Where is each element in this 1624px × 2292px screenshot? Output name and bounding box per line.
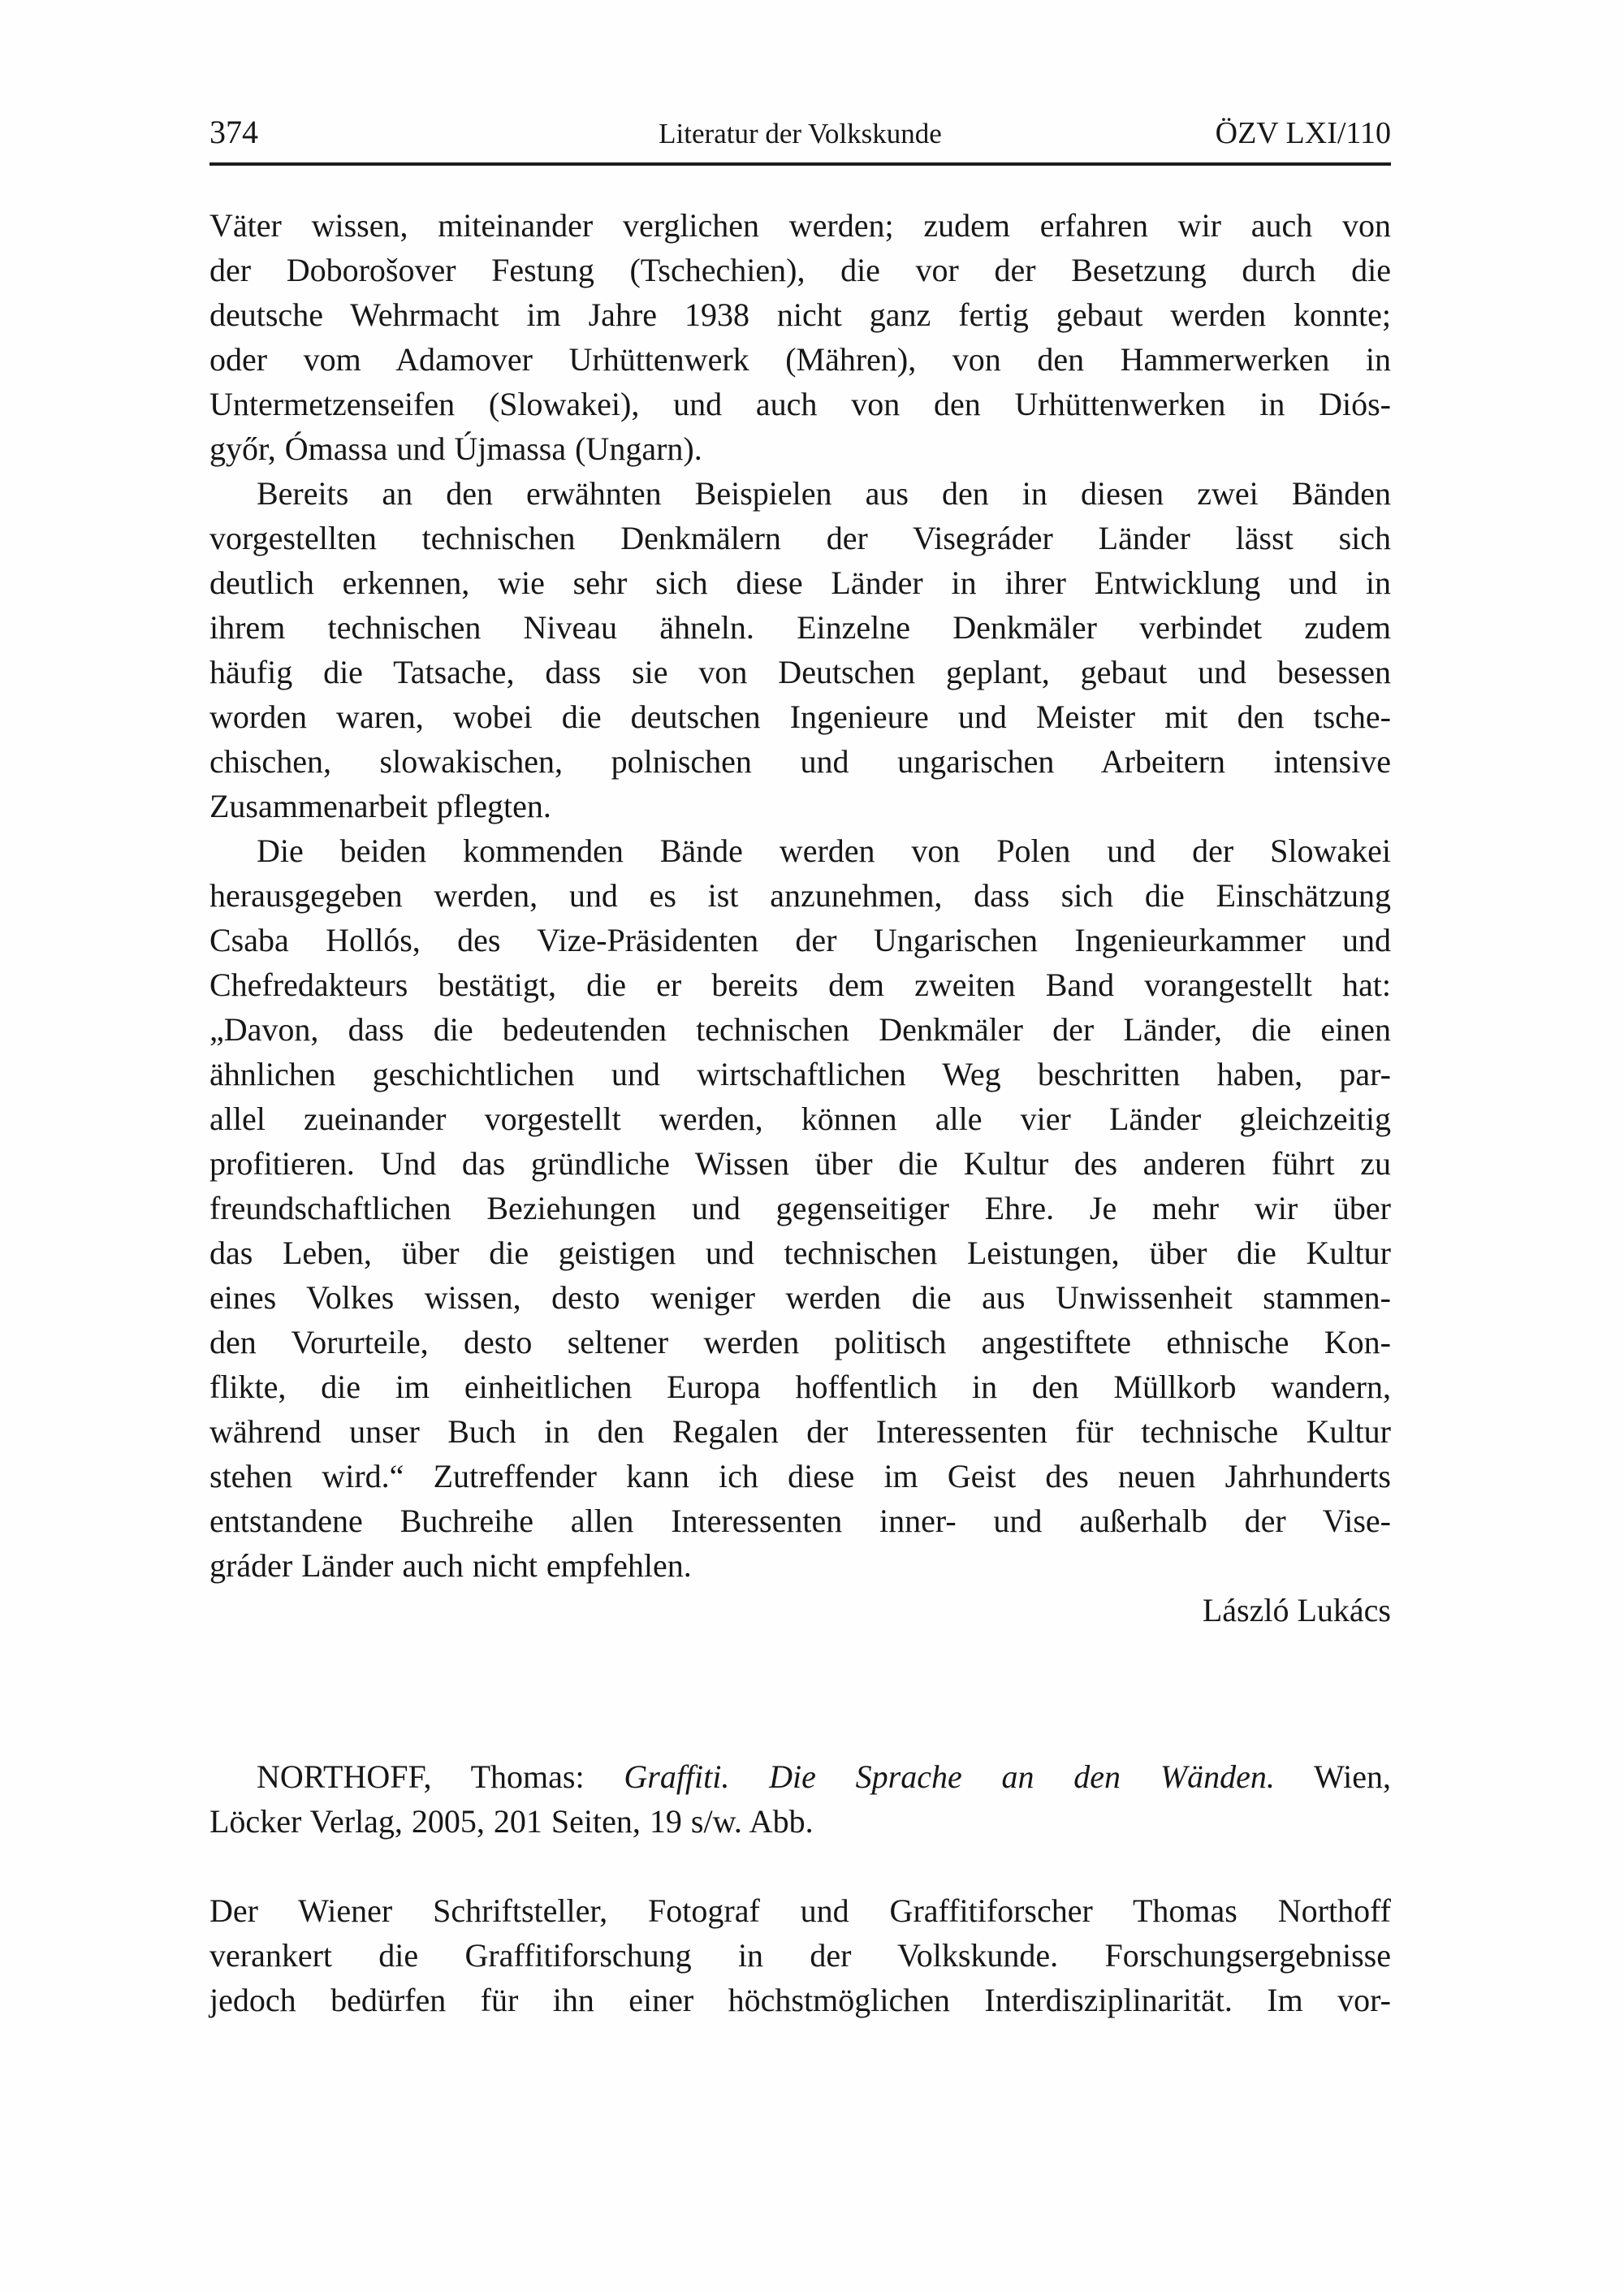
text-line: worden waren, wobei die deutschen Ingenieure und Meister mit den tsche- xyxy=(209,698,1391,735)
text-line: Bereits an den erwähnten Beispielen aus den in diesen zwei Bänden xyxy=(257,475,1391,512)
text-line: ihrem technischen Niveau ähneln. Einzelne Denkmäler verbindet zudem xyxy=(209,609,1391,646)
text-line: Chefredakteurs bestätigt, die er bereits dem zweiten Band vorangestellt hat: xyxy=(209,967,1391,1003)
text-line: verankert die Graffitiforschung in der Volkskunde. Forschungsergebnisse xyxy=(209,1937,1391,1974)
text-line: Untermetzenseifen (Slowakei), und auch von den Urhüttenwerken in Diós- xyxy=(209,386,1391,422)
text-line: ähnlichen geschichtlichen und wirtschaftlichen Weg beschritten haben, par- xyxy=(209,1056,1391,1092)
text-line: chischen, slowakischen, polnischen und ungarischen Arbeitern intensive xyxy=(209,743,1391,780)
text-line: Die beiden kommenden Bände werden von Polen und der Slowakei xyxy=(257,832,1391,869)
text-line: deutlich erkennen, wie sehr sich diese Länder in ihrer Entwicklung und in xyxy=(209,564,1391,601)
text-line: Väter wissen, miteinander verglichen werden; zudem erfahren wir auch von xyxy=(209,207,1391,244)
text-line: allel zueinander vorgestellt werden, können alle vier Länder gleichzeitig xyxy=(209,1101,1391,1137)
text-line: vorgestellten technischen Denkmälern der Visegráder Länder lässt sich xyxy=(209,520,1391,556)
text-line: „Davon, dass die bedeutenden technischen Denkmäler der Länder, die einen xyxy=(209,1011,1391,1048)
citation-author: NORTHOFF, Thomas: xyxy=(257,1758,585,1795)
review-paragraph-3 xyxy=(209,828,1391,1588)
text-line: flikte, die im einheitlichen Europa hoffentlich in den Müllkorb wandern, xyxy=(209,1369,1391,1405)
citation-line-1 xyxy=(209,1754,1391,1799)
text-line: herausgegeben werden, und es ist anzunehmen, dass sich die Einschätzung xyxy=(209,877,1391,914)
text-line: freundschaftlichen Beziehungen und gegenseitiger Ehre. Je mehr wir über xyxy=(209,1190,1391,1226)
book-citation xyxy=(209,1754,1391,1844)
text-line: den Vorurteile, desto seltener werden politisch angestiftete ethnische Kon- xyxy=(209,1324,1391,1360)
text-line: jedoch bedürfen für ihn einer höchstmöglichen Interdisziplinarität. Im vor- xyxy=(209,1982,1391,2018)
text-line: der Doborošover Festung (Tschechien), die vor der Besetzung durch die xyxy=(209,252,1391,288)
header-divider xyxy=(209,162,1391,166)
text-line: deutsche Wehrmacht im Jahre 1938 nicht ganz fertig gebaut werden konnte; xyxy=(209,296,1391,333)
review-paragraph-2 xyxy=(209,471,1391,828)
text-line: entstandene Buchreihe allen Interessenten inner- und außerhalb der Vise- xyxy=(209,1503,1391,1539)
citation-place: Wien, xyxy=(1313,1758,1391,1795)
text-line: oder vom Adamover Urhüttenwerk (Mähren), von den Hammerwerken in xyxy=(209,341,1391,378)
page-body xyxy=(209,203,1391,2022)
text-line: häufig die Tatsache, dass sie von Deutschen geplant, gebaut und besessen xyxy=(209,654,1391,690)
running-title: Literatur der Volkskunde xyxy=(659,118,942,149)
citation-title: Graffiti. Die Sprache an den Wänden. xyxy=(624,1758,1275,1795)
citation-line-2: Löcker Verlag, 2005, 201 Seiten, 19 s/w. Abb. xyxy=(209,1803,814,1840)
text-line: stehen wird.“ Zutreffender kann ich diese im Geist des neuen Jahrhunderts xyxy=(209,1458,1391,1494)
reviewer-signature: László Lukács xyxy=(1202,1592,1391,1628)
text-line: profitieren. Und das gründliche Wissen über die Kultur des anderen führt zu xyxy=(209,1145,1391,1182)
page-header xyxy=(209,114,1391,153)
journal-volume: ÖZV LXI/110 xyxy=(1215,116,1391,150)
text-column xyxy=(209,114,1391,2022)
text-line: győr, Ómassa und Újmassa (Ungarn). xyxy=(209,430,702,467)
text-line: das Leben, über die geistigen und technischen Leistungen, über die Kultur xyxy=(209,1235,1391,1271)
page-number: 374 xyxy=(209,114,258,150)
text-line: während unser Buch in den Regalen der Interessenten für technische Kultur xyxy=(209,1413,1391,1450)
text-line: eines Volkes wissen, desto weniger werden die aus Unwissenheit stammen- xyxy=(209,1279,1391,1316)
text-line: Der Wiener Schriftsteller, Fotograf und Graffitiforscher Thomas Northoff xyxy=(209,1892,1391,1929)
text-line: gráder Länder auch nicht empfehlen. xyxy=(209,1547,692,1584)
review-paragraph-4 xyxy=(209,1888,1391,2022)
review-paragraph-1 xyxy=(209,203,1391,471)
text-line: Zusammenarbeit pflegten. xyxy=(209,788,551,824)
text-line: Csaba Hollós, des Vize-Präsidenten der Ungarischen Ingenieurkammer und xyxy=(209,922,1391,958)
